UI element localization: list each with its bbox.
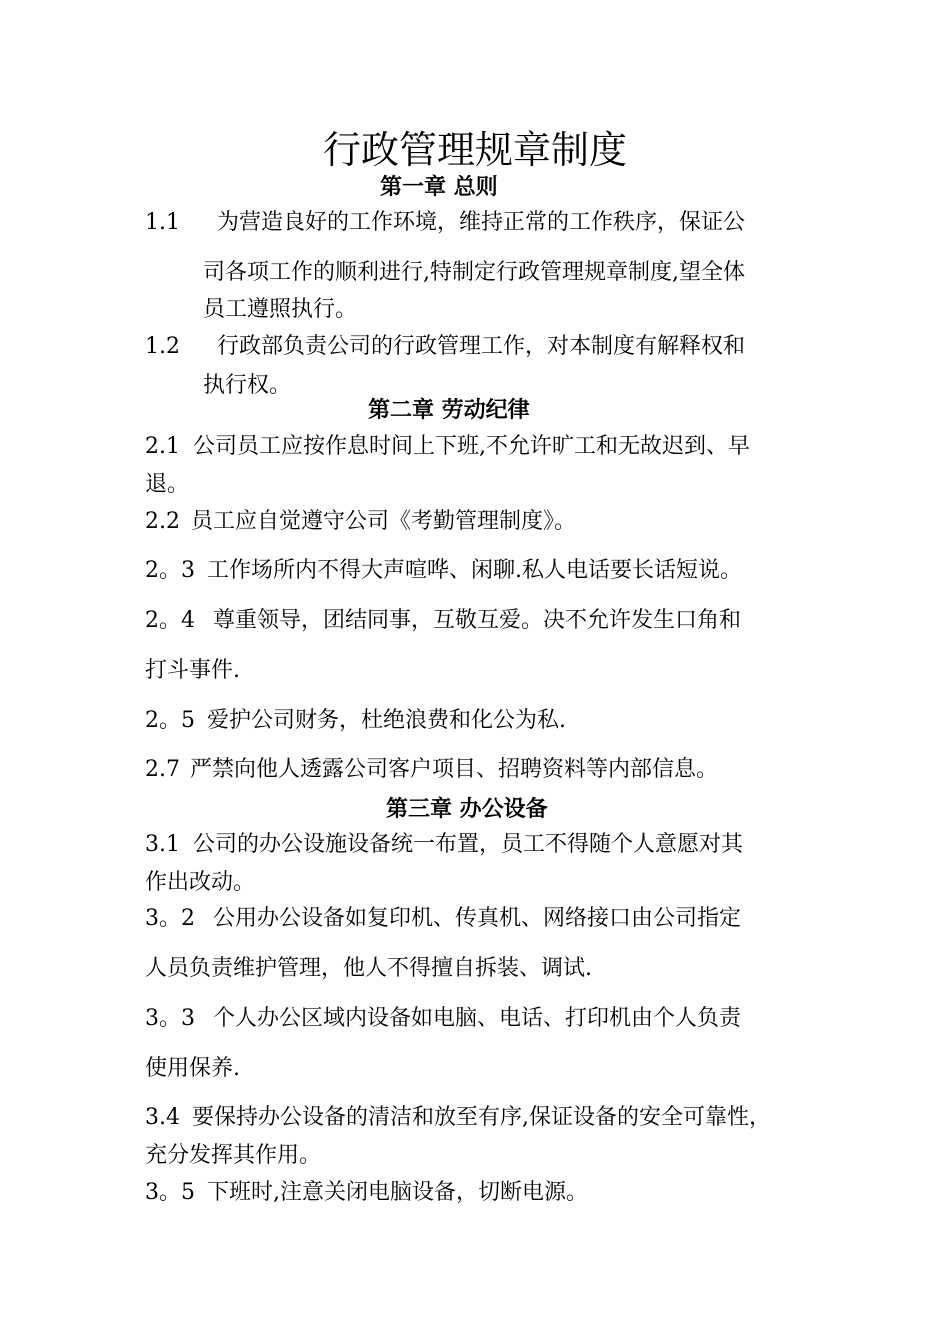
paragraph-line xyxy=(145,332,745,362)
paragraph-line xyxy=(145,606,741,636)
paragraph-line xyxy=(145,432,750,462)
item-text: 个人办公区域内设备如电脑、电话、打印机由个人负责 xyxy=(213,1006,742,1031)
paragraph-line xyxy=(145,1004,741,1034)
paragraph-line: 使用保养. xyxy=(145,1056,240,1081)
item-text: 尊重领导，团结同事，互敬互爱。决不允许发生口角和 xyxy=(213,608,742,633)
item-number: 3。2 xyxy=(145,906,195,931)
paragraph-line xyxy=(145,556,742,586)
paragraph-line xyxy=(145,904,741,934)
item-text: 公用办公设备如复印机、传真机、网络接口由公司指定 xyxy=(213,906,742,931)
item-text: 工作场所内不得大声喧哗、闲聊.私人电话要长话短说。 xyxy=(207,558,742,583)
paragraph-line: 执行权。 xyxy=(203,373,292,398)
item-text: 行政部负责公司的行政管理工作，对本制度有解释权和 xyxy=(217,334,746,359)
document-title: 行政管理规章制度 xyxy=(322,128,627,172)
paragraph-line xyxy=(145,706,566,736)
item-number: 2.7 xyxy=(145,757,180,782)
paragraph-line: 司各项工作的顺利进行,特制定行政管理规章制度,望全体 xyxy=(203,260,745,285)
item-text: 公司员工应按作息时间上下班,不允许旷工和无故迟到、早 xyxy=(193,434,750,459)
paragraph-line xyxy=(145,507,576,537)
item-number: 3.1 xyxy=(145,832,180,857)
item-number: 2。4 xyxy=(145,608,195,633)
paragraph-line: 退。 xyxy=(145,472,190,497)
item-number: 2.2 xyxy=(145,509,180,534)
paragraph-line xyxy=(145,830,743,860)
chapter-heading-3: 第三章 办公设备 xyxy=(386,796,548,822)
item-number: 1.2 xyxy=(145,334,180,359)
item-text: 员工应自觉遵守公司《考勤管理制度》。 xyxy=(191,509,577,534)
chapter-heading-2: 第二章 劳动纪律 xyxy=(368,397,530,423)
item-number: 2。3 xyxy=(145,558,195,583)
item-number: 2.1 xyxy=(145,434,180,459)
item-number: 3.4 xyxy=(145,1105,180,1130)
item-number: 3。5 xyxy=(145,1180,195,1205)
item-number: 1.1 xyxy=(145,210,180,235)
paragraph-line: 充分发挥其作用。 xyxy=(145,1143,322,1168)
chapter-heading-1: 第一章 总则 xyxy=(380,174,498,200)
paragraph-line xyxy=(145,755,718,785)
item-number: 3。3 xyxy=(145,1006,195,1031)
item-text: 严禁向他人透露公司客户项目、招聘资料等内部信息。 xyxy=(190,757,719,782)
item-text: 爱护公司财务，杜绝浪费和化公为私. xyxy=(207,708,566,733)
item-text: 下班时,注意关闭电脑设备，切断电源。 xyxy=(207,1180,588,1205)
item-text: 要保持办公设备的清洁和放至有序,保证设备的安全可靠性， xyxy=(192,1105,771,1130)
paragraph-line xyxy=(145,1103,771,1133)
paragraph-line xyxy=(145,208,745,238)
item-text: 公司的办公设施设备统一布置，员工不得随个人意愿对其 xyxy=(193,832,744,857)
paragraph-line: 人员负责维护管理，他人不得擅自拆装、调试. xyxy=(145,956,592,981)
item-number: 2。5 xyxy=(145,708,195,733)
paragraph-line: 作出改动。 xyxy=(145,870,256,895)
paragraph-line xyxy=(145,1178,588,1208)
item-text: 为营造良好的工作环境，维持正常的工作秩序，保证公 xyxy=(217,210,746,235)
paragraph-line: 员工遵照执行。 xyxy=(203,297,358,322)
paragraph-line: 打斗事件. xyxy=(145,658,240,683)
